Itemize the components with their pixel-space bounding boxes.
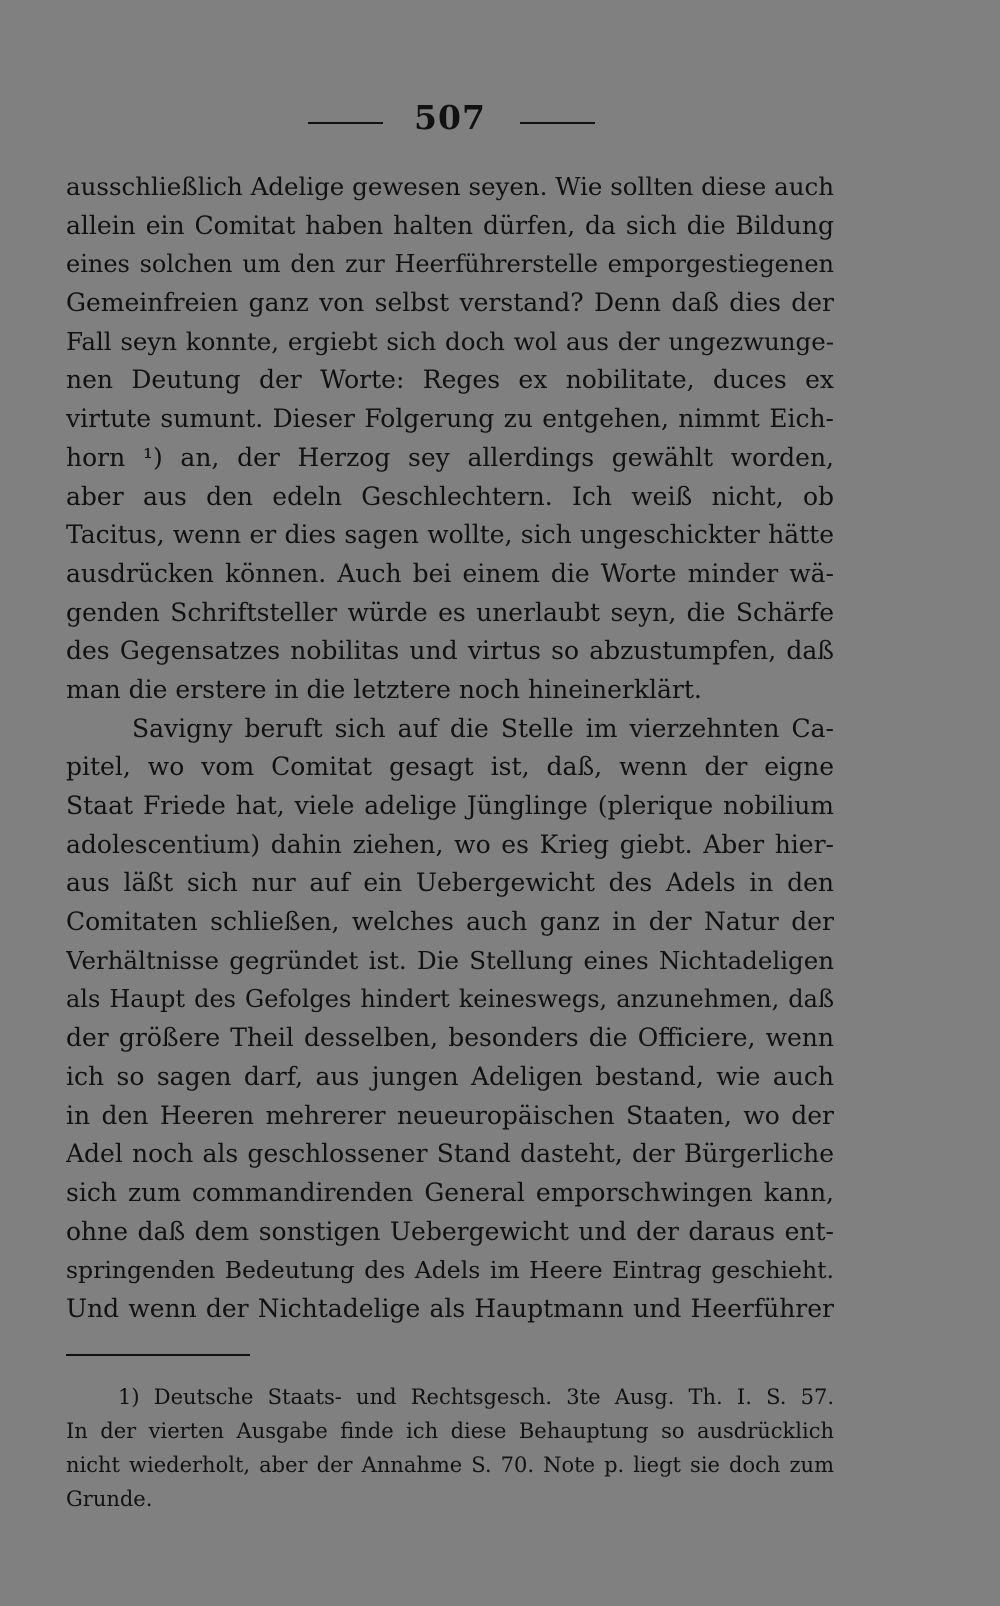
body-line: sich zum commandirenden General emporschwingen kann, — [66, 1177, 834, 1207]
page-header — [0, 96, 1000, 140]
body-line: Fall seyn konnte, ergiebt sich doch wol aus der ungezwunge- — [66, 326, 834, 356]
body-line: aber aus den edeln Geschlechtern. Ich weiß nicht, ob — [66, 481, 834, 511]
body-line: als Haupt des Gefolges hindert keineswegs, anzunehmen, daß — [66, 985, 834, 1014]
body-text — [66, 168, 834, 1329]
header-rule-left — [308, 122, 383, 124]
body-line: genden Schriftsteller würde es unerlaubt seyn, die Schärfe — [66, 597, 834, 627]
body-line: ich so sagen darf, aus jungen Adeligen bestand, wie auch — [66, 1061, 834, 1091]
body-line: springenden Bedeutung des Adels im Heere Eintrag geschieht. — [66, 1256, 834, 1285]
footnote-line: Grunde. — [66, 1487, 153, 1511]
body-line: horn ¹) an, der Herzog sey allerdings gewählt worden, — [66, 442, 834, 472]
body-line: adolescentium) dahin ziehen, wo es Krieg giebt. Aber hier- — [66, 829, 834, 859]
body-line: Staat Friede hat, viele adelige Jünglinge (plerique nobilium — [66, 791, 834, 820]
body-line: der größere Theil desselben, besonders die Officiere, wenn — [66, 1023, 834, 1053]
body-line: ohne daß dem sonstigen Uebergewicht und der daraus ent- — [66, 1216, 834, 1246]
body-line: des Gegensatzes nobilitas und virtus so abzustumpfen, daß — [66, 636, 834, 666]
body-line: eines solchen um den zur Heerführerstelle emporgestiegenen — [66, 250, 834, 279]
footnote-line: In der vierten Ausgabe finde ich diese Behauptung so ausdrücklich — [66, 1419, 834, 1443]
body-line: Und wenn der Nichtadelige als Hauptmann und Heerführer — [66, 1293, 834, 1323]
footnote-line: nicht wiederholt, aber der Annahme S. 70. Note p. liegt sie doch zum — [66, 1453, 834, 1477]
footnote-rule — [66, 1354, 250, 1356]
body-line: man die erstere in die letztere noch hineinerklärt. — [66, 674, 702, 704]
footnote-line: 1) Deutsche Staats- und Rechtsgesch. 3te Ausg. Th. I. S. 57. — [118, 1385, 834, 1409]
body-line: Tacitus, wenn er dies sagen wollte, sich ungeschickter hätte — [66, 520, 834, 550]
page-number: 507 — [414, 98, 486, 137]
body-line: in den Heeren mehrerer neueuropäischen Staaten, wo der — [66, 1100, 834, 1130]
body-line: ausschließlich Adelige gewesen seyen. Wie sollten diese auch — [66, 172, 834, 201]
header-rule-right — [520, 122, 595, 124]
body-line: Comitaten schließen, welches auch ganz in der Natur der — [66, 907, 834, 937]
body-line: Verhältnisse gegründet ist. Die Stellung eines Nichtadeligen — [66, 945, 834, 975]
body-line: Adel noch als geschlossener Stand dasteht, der Bürgerliche — [66, 1139, 834, 1169]
body-line: allein ein Comitat haben halten dürfen, da sich die Bildung — [66, 210, 834, 240]
body-line: aus läßt sich nur auf ein Uebergewicht des Adels in den — [66, 868, 834, 898]
body-line: Gemeinfreien ganz von selbst verstand? Denn daß dies der — [66, 288, 834, 318]
body-line: nen Deutung der Worte: Reges ex nobilitate, duces ex — [66, 365, 834, 395]
body-line: ausdrücken können. Auch bei einem die Worte minder wä- — [66, 558, 834, 588]
footnotes — [66, 1380, 834, 1516]
body-line: Savigny beruft sich auf die Stelle im vierzehnten Ca- — [132, 713, 834, 743]
body-line: virtute sumunt. Dieser Folgerung zu entgehen, nimmt Eich- — [66, 404, 834, 434]
body-line: pitel, wo vom Comitat gesagt ist, daß, wenn der eigne — [66, 752, 834, 782]
